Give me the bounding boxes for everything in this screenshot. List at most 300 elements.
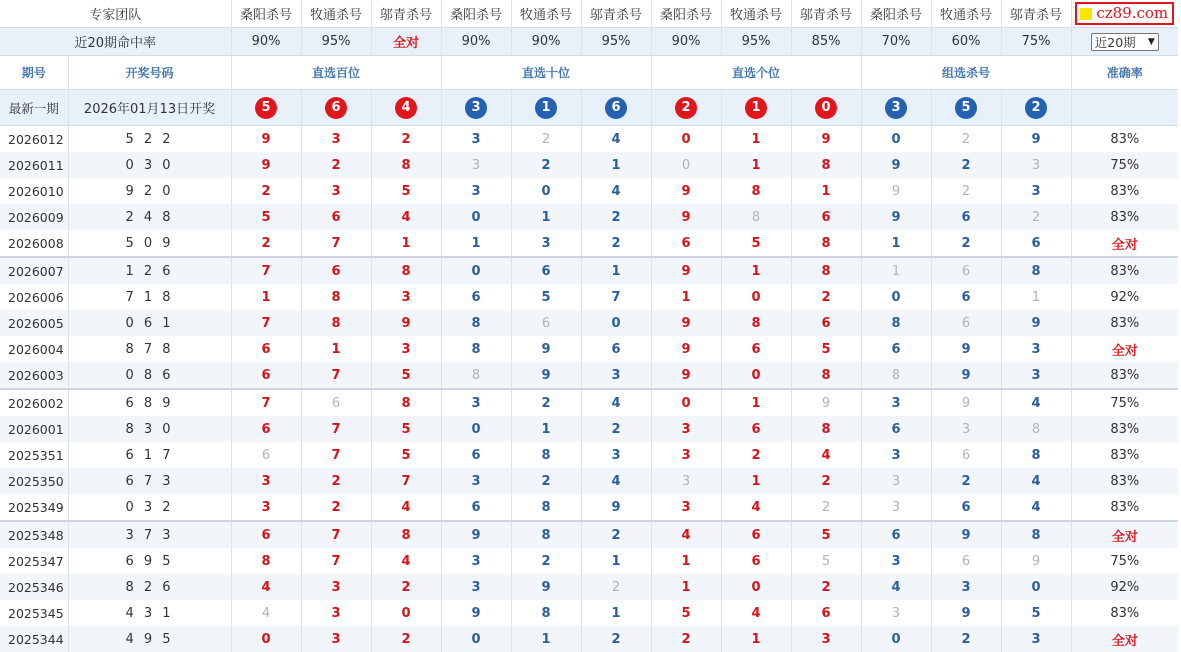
kill-value: 6 <box>231 442 301 468</box>
draw-number: 0 6 1 <box>68 310 231 336</box>
period-select-cell <box>1071 28 1178 56</box>
kill-value: 9 <box>931 336 1001 362</box>
kill-value: 4 <box>1001 389 1071 416</box>
kill-ball: 3 <box>885 97 907 119</box>
issue-number: 2026004 <box>8 341 64 357</box>
kill-value: 8 <box>231 548 301 574</box>
kill-value: 0 <box>511 178 581 204</box>
kill-value: 2 <box>931 230 1001 257</box>
kill-value: 4 <box>371 548 441 574</box>
table-row <box>0 600 1178 626</box>
kill-value: 2 <box>791 284 861 310</box>
accuracy-value: 83% <box>1071 494 1178 521</box>
kill-value: 8 <box>721 178 791 204</box>
issue-number: 2026003 <box>0 362 68 389</box>
kill-value: 1 <box>441 230 511 257</box>
kill-value: 6 <box>721 548 791 574</box>
kill-value: 7 <box>231 310 301 336</box>
kill-value: 1 <box>721 389 791 416</box>
kill-value: 8 <box>441 310 511 336</box>
kill-value: 2 <box>791 468 861 494</box>
issue-number: 2026001 <box>0 416 68 442</box>
kill-value: 0 <box>861 284 931 310</box>
kill-value: 8 <box>301 310 371 336</box>
kill-value: 5 <box>371 178 441 204</box>
table-row <box>0 574 1178 600</box>
latest-ball-cell <box>581 90 651 126</box>
hit-rate: 95% <box>581 28 651 56</box>
table-row <box>0 494 1178 521</box>
kill-value: 6 <box>931 494 1001 521</box>
table-row <box>0 257 1178 284</box>
kill-value: 6 <box>301 257 371 284</box>
issue-number: 2026006 <box>8 289 64 305</box>
kill-value: 9 <box>931 362 1001 389</box>
kill-value: 2 <box>931 468 1001 494</box>
kill-value: 7 <box>301 416 371 442</box>
accuracy-value: 75% <box>1071 389 1178 416</box>
latest-issue-row <box>0 90 1178 126</box>
kill-value: 0 <box>861 626 931 652</box>
draw-number: 5 2 2 <box>68 126 231 153</box>
kill-value: 2 <box>231 230 301 257</box>
draw-number: 0 8 6 <box>68 362 231 389</box>
kill-value: 6 <box>931 548 1001 574</box>
table-row <box>0 626 1178 652</box>
kill-value: 6 <box>511 257 581 284</box>
kill-value: 8 <box>511 442 581 468</box>
kill-value: 2 <box>931 626 1001 652</box>
table-row <box>0 284 1178 310</box>
draw-number: 8 7 8 <box>68 336 231 362</box>
accuracy-value: 83% <box>1071 362 1178 389</box>
draw-number: 2 4 8 <box>68 204 231 230</box>
kill-value: 3 <box>441 126 511 153</box>
kill-value: 3 <box>1001 178 1071 204</box>
latest-ball-cell <box>511 90 581 126</box>
kill-value: 9 <box>1001 548 1071 574</box>
latest-ball-cell <box>721 90 791 126</box>
latest-ball-cell <box>931 90 1001 126</box>
kill-value: 2 <box>301 152 371 178</box>
kill-value: 5 <box>1001 600 1071 626</box>
latest-ball-cell <box>861 90 931 126</box>
table-row <box>0 178 1178 204</box>
kill-value: 3 <box>581 442 651 468</box>
kill-value: 2 <box>581 626 651 652</box>
kill-value: 1 <box>721 126 791 153</box>
kill-value: 1 <box>371 230 441 257</box>
kill-value: 8 <box>441 362 511 389</box>
kill-value: 1 <box>1001 284 1071 310</box>
kill-name: 桑阳杀号 <box>651 0 721 28</box>
kill-value: 1 <box>581 257 651 284</box>
kill-value: 4 <box>581 178 651 204</box>
kill-value: 8 <box>1001 442 1071 468</box>
logo-square-icon <box>1080 8 1092 20</box>
kill-value: 3 <box>861 548 931 574</box>
kill-value: 7 <box>301 362 371 389</box>
kill-value: 8 <box>721 310 791 336</box>
kill-value: 9 <box>1001 310 1071 336</box>
kill-value: 1 <box>721 257 791 284</box>
issue-number: 2025350 <box>0 468 68 494</box>
kill-value: 2 <box>791 494 861 521</box>
kill-value: 2 <box>931 152 1001 178</box>
kill-value: 3 <box>441 574 511 600</box>
accuracy-value: 全对 <box>1071 626 1178 652</box>
table-row <box>0 152 1178 178</box>
kill-value: 1 <box>721 468 791 494</box>
kill-value: 3 <box>301 126 371 153</box>
kill-value: 1 <box>791 178 861 204</box>
hit-rate: 85% <box>791 28 861 56</box>
kill-value: 8 <box>441 336 511 362</box>
kill-ball: 1 <box>745 97 767 119</box>
kill-value: 0 <box>721 284 791 310</box>
kill-value: 8 <box>1001 257 1071 284</box>
kill-value: 9 <box>861 178 931 204</box>
kill-value: 3 <box>301 574 371 600</box>
issue-number: 2025351 <box>8 447 64 463</box>
kill-value: 0 <box>371 600 441 626</box>
kill-value: 8 <box>791 362 861 389</box>
kill-value: 6 <box>581 336 651 362</box>
issue-number: 2025345 <box>8 605 64 621</box>
kill-value: 0 <box>441 257 511 284</box>
kill-value: 1 <box>651 284 721 310</box>
kill-value: 6 <box>861 416 931 442</box>
kill-value: 6 <box>791 600 861 626</box>
kill-value: 9 <box>651 336 721 362</box>
hit-rate: 90% <box>511 28 581 56</box>
kill-value: 9 <box>931 389 1001 416</box>
col-issue: 期号 <box>0 56 68 90</box>
kill-value: 3 <box>861 600 931 626</box>
draw-number: 6 9 5 <box>68 548 231 574</box>
kill-value: 8 <box>371 257 441 284</box>
accuracy-value: 83% <box>1071 310 1178 336</box>
kill-value: 3 <box>231 494 301 521</box>
accuracy-value: 83% <box>1071 468 1178 494</box>
kill-value: 4 <box>721 494 791 521</box>
kill-value: 3 <box>441 548 511 574</box>
kill-value: 3 <box>931 416 1001 442</box>
kill-value: 1 <box>231 284 301 310</box>
table-row <box>0 468 1178 494</box>
kill-value: 1 <box>861 230 931 257</box>
kill-name: 桑阳杀号 <box>861 0 931 28</box>
draw-number: 8 2 6 <box>68 574 231 600</box>
kill-value: 0 <box>441 204 511 230</box>
draw-number: 8 3 0 <box>68 416 231 442</box>
issue-number: 2026010 <box>8 183 64 199</box>
accuracy-value: 75% <box>1071 152 1178 178</box>
kill-value: 8 <box>511 600 581 626</box>
draw-number: 5 0 9 <box>68 230 231 257</box>
issue-number: 2025348 <box>0 521 68 548</box>
latest-ball-cell <box>301 90 371 126</box>
kill-value: 4 <box>861 574 931 600</box>
kill-value: 4 <box>231 600 301 626</box>
kill-value: 9 <box>511 362 581 389</box>
kill-value: 7 <box>231 389 301 416</box>
expert-team-label: 专家团队 <box>0 0 231 28</box>
kill-value: 3 <box>301 600 371 626</box>
accuracy-value: 75% <box>1071 548 1178 574</box>
column-header-row <box>0 56 1178 90</box>
kill-value: 8 <box>791 416 861 442</box>
issue-number: 2026005 <box>0 310 68 336</box>
kill-value: 2 <box>651 626 721 652</box>
kill-value: 4 <box>791 442 861 468</box>
kill-name: 邬青杀号 <box>581 0 651 28</box>
kill-value: 3 <box>791 626 861 652</box>
kill-value: 4 <box>231 574 301 600</box>
kill-value: 6 <box>931 442 1001 468</box>
kill-value: 6 <box>231 416 301 442</box>
kill-name: 邬青杀号 <box>1001 0 1071 28</box>
kill-value: 4 <box>581 468 651 494</box>
kill-value: 9 <box>931 600 1001 626</box>
kill-value: 2 <box>581 416 651 442</box>
kill-value: 3 <box>861 442 931 468</box>
kill-value: 6 <box>931 204 1001 230</box>
kill-value: 6 <box>231 521 301 548</box>
kill-value: 9 <box>651 257 721 284</box>
kill-value: 0 <box>651 389 721 416</box>
kill-ball: 2 <box>1025 97 1047 119</box>
kill-value: 3 <box>861 468 931 494</box>
table-row <box>0 336 1178 362</box>
latest-accuracy-cell <box>1071 90 1178 126</box>
kill-ball: 0 <box>815 97 837 119</box>
kill-value: 4 <box>371 494 441 521</box>
kill-value: 2 <box>931 126 1001 153</box>
kill-value: 9 <box>441 600 511 626</box>
kill-value: 3 <box>651 442 721 468</box>
kill-value: 4 <box>581 126 651 153</box>
kill-value: 9 <box>581 494 651 521</box>
latest-ball-cell <box>1001 90 1071 126</box>
col-group-tens: 直选十位 <box>441 56 651 90</box>
kill-value: 5 <box>791 548 861 574</box>
period-select[interactable] <box>1091 33 1159 51</box>
table-row <box>0 521 1178 548</box>
hit-rate: 90% <box>441 28 511 56</box>
accuracy-value: 83% <box>1071 257 1178 284</box>
kill-value: 8 <box>1001 521 1071 548</box>
kill-value: 9 <box>1001 126 1071 153</box>
kill-value: 1 <box>581 152 651 178</box>
accuracy-value: 83% <box>1071 600 1178 626</box>
kill-value: 0 <box>231 626 301 652</box>
accuracy-value: 83% <box>1071 204 1178 230</box>
kill-value: 2 <box>301 494 371 521</box>
accuracy-value: 83% <box>1071 178 1178 204</box>
kill-value: 9 <box>231 126 301 153</box>
kill-value: 9 <box>371 310 441 336</box>
kill-value: 3 <box>301 626 371 652</box>
kill-value: 3 <box>441 468 511 494</box>
kill-value: 9 <box>651 362 721 389</box>
kill-value: 3 <box>441 389 511 416</box>
kill-value: 0 <box>721 362 791 389</box>
draw-number: 7 1 8 <box>68 284 231 310</box>
kill-value: 6 <box>721 416 791 442</box>
kill-value: 3 <box>1001 152 1071 178</box>
kill-value: 3 <box>1001 362 1071 389</box>
issue-number: 2025344 <box>0 626 68 652</box>
kill-value: 6 <box>861 336 931 362</box>
kill-value: 8 <box>861 362 931 389</box>
kill-value: 1 <box>651 574 721 600</box>
kill-ball: 4 <box>395 97 417 119</box>
kill-name: 邬青杀号 <box>371 0 441 28</box>
hit-rate: 60% <box>931 28 1001 56</box>
kill-name: 桑阳杀号 <box>231 0 301 28</box>
table-row <box>0 230 1178 257</box>
hit-rate: 95% <box>301 28 371 56</box>
kill-value: 6 <box>441 284 511 310</box>
kill-value: 7 <box>581 284 651 310</box>
kill-value: 2 <box>581 521 651 548</box>
period-select-value: 近20期 <box>1094 34 1136 50</box>
table-row <box>0 416 1178 442</box>
kill-value: 7 <box>301 548 371 574</box>
kill-value: 9 <box>931 521 1001 548</box>
kill-name: 邬青杀号 <box>791 0 861 28</box>
logo-text: cz89.com <box>1096 4 1169 22</box>
kill-value: 0 <box>861 126 931 153</box>
kill-name: 牧通杀号 <box>931 0 1001 28</box>
kill-value: 6 <box>861 521 931 548</box>
table-row <box>0 389 1178 416</box>
kill-ball: 5 <box>255 97 277 119</box>
kill-value: 3 <box>651 416 721 442</box>
kill-value: 6 <box>231 362 301 389</box>
table-row <box>0 362 1178 389</box>
kill-value: 9 <box>791 126 861 153</box>
kill-value: 6 <box>441 494 511 521</box>
kill-value: 9 <box>791 389 861 416</box>
kill-value: 2 <box>301 468 371 494</box>
kill-value: 0 <box>441 416 511 442</box>
kill-value: 6 <box>791 310 861 336</box>
kill-value: 3 <box>371 284 441 310</box>
site-logo[interactable] <box>1075 2 1174 25</box>
kill-value: 5 <box>231 204 301 230</box>
chevron-down-icon: ▼ <box>1147 36 1155 47</box>
kill-name: 牧通杀号 <box>511 0 581 28</box>
col-group-hundreds: 直选百位 <box>231 56 441 90</box>
accuracy-value: 83% <box>1071 416 1178 442</box>
kill-value: 6 <box>301 204 371 230</box>
kill-value: 4 <box>581 389 651 416</box>
hit-rate: 全对 <box>371 28 441 56</box>
kill-value: 3 <box>861 494 931 521</box>
kill-value: 5 <box>651 600 721 626</box>
draw-number: 4 3 1 <box>68 600 231 626</box>
table-row <box>0 126 1178 153</box>
issue-number: 2026011 <box>0 152 68 178</box>
draw-number: 3 7 3 <box>68 521 231 548</box>
kill-value: 2 <box>721 442 791 468</box>
kill-value: 6 <box>931 284 1001 310</box>
draw-number: 0 3 0 <box>68 152 231 178</box>
kill-value: 2 <box>1001 204 1071 230</box>
issue-number: 2025346 <box>0 574 68 600</box>
kill-value: 2 <box>791 574 861 600</box>
kill-ball: 1 <box>535 97 557 119</box>
kill-value: 1 <box>581 600 651 626</box>
col-accuracy: 准确率 <box>1071 56 1178 90</box>
kill-value: 6 <box>721 521 791 548</box>
hit-rate-label: 近20期命中率 <box>0 28 231 56</box>
kill-value: 6 <box>231 336 301 362</box>
kill-value: 5 <box>721 230 791 257</box>
kill-value: 6 <box>441 442 511 468</box>
kill-value: 8 <box>511 494 581 521</box>
kill-value: 7 <box>301 521 371 548</box>
kill-value: 2 <box>581 230 651 257</box>
kill-ball: 3 <box>465 97 487 119</box>
kill-value: 6 <box>1001 230 1071 257</box>
kill-value: 3 <box>511 230 581 257</box>
kill-value: 9 <box>861 152 931 178</box>
col-draw: 开奖号码 <box>68 56 231 90</box>
kill-value: 2 <box>371 626 441 652</box>
kill-value: 2 <box>511 548 581 574</box>
kill-value: 0 <box>721 574 791 600</box>
accuracy-value: 83% <box>1071 442 1178 468</box>
kill-value: 1 <box>721 152 791 178</box>
draw-number: 6 1 7 <box>68 442 231 468</box>
kill-value: 9 <box>651 204 721 230</box>
kill-ball: 6 <box>605 97 627 119</box>
accuracy-value: 92% <box>1071 284 1178 310</box>
issue-number: 2026009 <box>0 204 68 230</box>
latest-ball-cell <box>651 90 721 126</box>
hit-rate-row <box>0 28 1178 56</box>
kill-value: 1 <box>511 204 581 230</box>
kill-value: 6 <box>651 230 721 257</box>
kill-value: 2 <box>511 468 581 494</box>
kill-ball: 5 <box>955 97 977 119</box>
kill-value: 3 <box>441 178 511 204</box>
kill-ball: 6 <box>325 97 347 119</box>
kill-value: 8 <box>721 204 791 230</box>
kill-value: 6 <box>511 310 581 336</box>
kill-value: 4 <box>651 521 721 548</box>
kill-value: 2 <box>511 152 581 178</box>
accuracy-value: 92% <box>1071 574 1178 600</box>
accuracy-value: 全对 <box>1071 521 1178 548</box>
accuracy-value: 全对 <box>1071 230 1178 257</box>
accuracy-value: 全对 <box>1071 336 1178 362</box>
kill-value: 6 <box>931 310 1001 336</box>
kill-value: 0 <box>651 152 721 178</box>
kill-value: 8 <box>861 310 931 336</box>
col-group-combo: 组选杀号 <box>861 56 1071 90</box>
kill-value: 8 <box>371 152 441 178</box>
kill-value: 5 <box>791 521 861 548</box>
kill-value: 3 <box>651 494 721 521</box>
kill-value: 8 <box>301 284 371 310</box>
kill-value: 2 <box>931 178 1001 204</box>
kill-value: 1 <box>511 416 581 442</box>
kill-value: 8 <box>791 257 861 284</box>
